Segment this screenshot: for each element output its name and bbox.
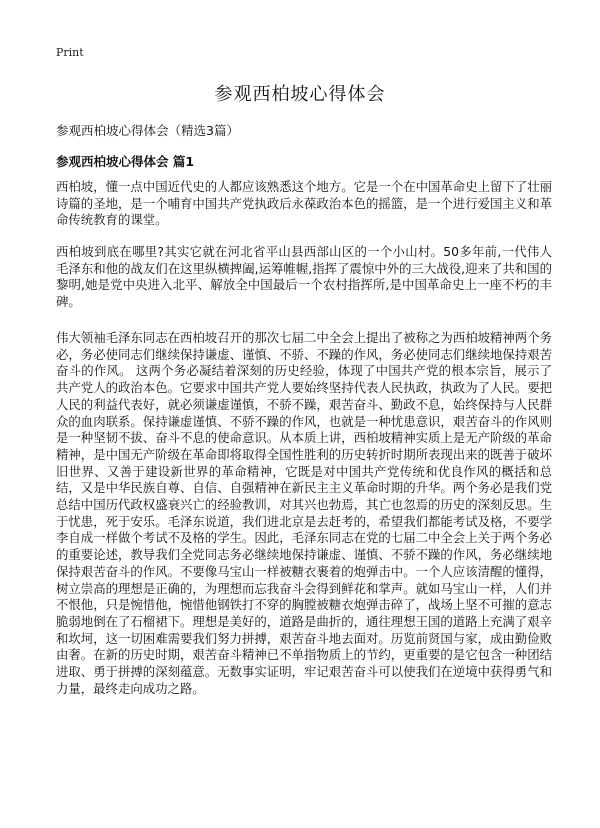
- paragraph-spirit: 伟大领袖毛泽东同志在西柏坡召开的那次七届二中全会上提出了被称之为西柏坡精神两个务必，务必使同志们继续保持谦虚、谨慎、不骄、不躁的作风，务必使同志们继续地保持艰苦奋斗的作风。 这两个务必凝结着深刻的历史经验，体现了中国共产党的根本宗旨，展示了共产党人的政治本色。它要求中国共产党人要始终坚持代表人民执政，执政为了人民。要把人民的利益代表好，就必须谦虚谨慎，不骄不躁，艰苦奋斗、勤政不息，始终保持与人民群众的血肉联系。保持谦虚谨慎、不骄不躁的作风，也就是一种忧患意识，艰苦奋斗的作风则是一种坚韧不拔、奋斗不息的使命意识。从本质上讲，西柏坡精神实质上是无产阶级的革命精神，是中国无产阶级在革命即将取得全国性胜利的历史转折时期所表现出来的既善于破坏旧世界、又善于建设新世界的革命精神，它既是对中国共产党传统和优良作风的概括和总结，又是中华民族自尊、自信、自强精神在新民主主义革命时期的升华。两个务必是我们党总结中国历代政权盛衰兴亡的经验教训，对其兴也勃焉，其亡也忽焉的历史的深刻反思。生于忧患，死于安乐。毛泽东说道，我们进北京是去赶考的，希望我们都能考试及格，不要学李自成一样做个考试不及格的学生。因此，毛泽东同志在党的七届二中全会上关于两个务必的重要论述，教导我们全党同志务必继续地保持谦虚、谨慎、不骄不躁的作风，务必继续地保持艰苦奋斗的作风。不要像马宝山一样被糖衣裹着的炮弹击中。一个人应该清醒的懂得，树立崇高的理想是正确的，为理想而忘我奋斗会得到鲜花和掌声。就如马宝山一样，人们并不恨他，只是惋惜他，惋惜他钢铁打不穿的胸膛被糖衣炮弹击碎了，战场上坚不可摧的意志脆弱地倒在了石榴裙下。理想是美好的，道路是曲折的，通往理想王国的道路上充满了艰辛和坎坷，这一切困难需要我们努力拼搏，艰苦奋斗地去面对。历览前贤国与家，成由勤俭败由奢。在新的历史时期，艰苦奋斗精神已不单指物质上的节约，更重要的是它包含一种团结进取、勇于拼搏的深刻蕴意。无数事实证明，牢记艰苦奋斗可以使我们在逆境中获得勇气和力量，最终走向成功之路。: [56, 330, 552, 696]
- print-link[interactable]: Print: [56, 46, 84, 59]
- section-heading: 参观西柏坡心得体会 篇1: [56, 154, 195, 169]
- paragraph-location: 西柏坡到底在哪里?其实它就在河北省平山县西部山区的一个小山村。50多年前,一代伟人毛泽东和他的战友们在这里纵横捭阖,运筹帷幄,指挥了震惊中外的三大战役,迎来了共和国的黎明,她是党中央进入北平、解放全中国最后一个农村指挥所,是中国革命史上一座不朽的丰碑。: [56, 244, 552, 310]
- page-title: 参观西柏坡心得体会: [214, 84, 386, 105]
- document-subtitle: 参观西柏坡心得体会（精选3篇）: [56, 123, 239, 138]
- paragraph-intro: 西柏坡，懂一点中国近代史的人都应该熟悉这个地方。它是一个在中国革命史上留下了壮丽诗篇的圣地，是一个哺育中国共产党执政后永葆政治本色的摇篮，是一个进行爱国主义和革命传统教育的课堂。: [56, 179, 552, 228]
